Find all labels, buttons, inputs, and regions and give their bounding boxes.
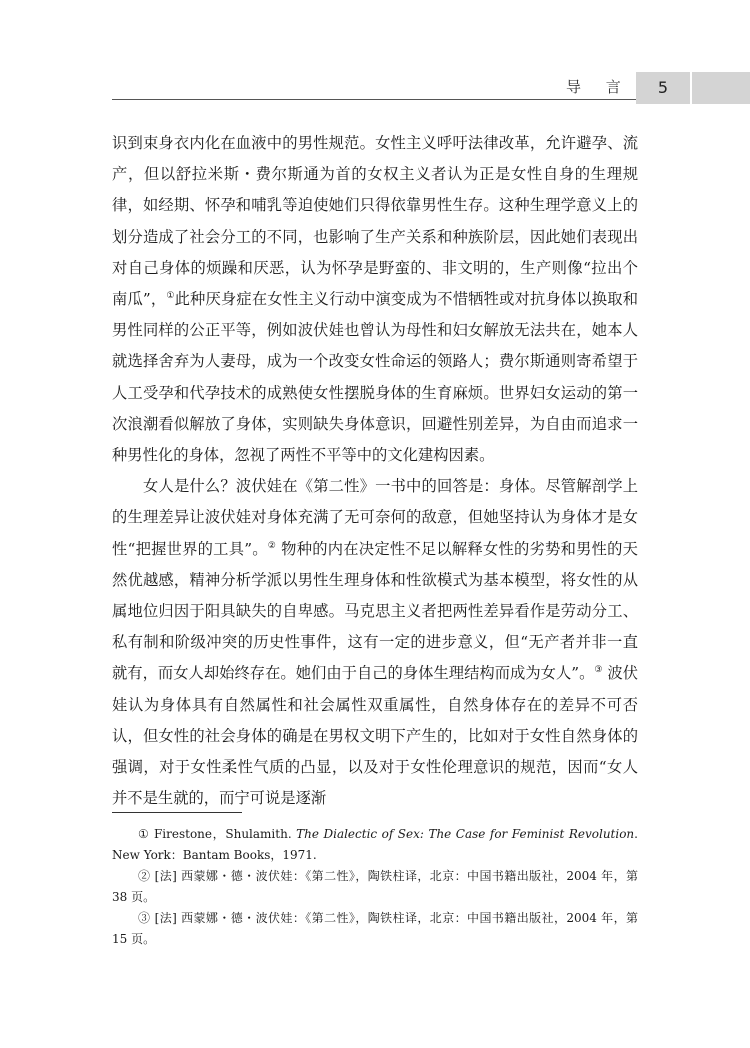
footnote-1-author: Firestone，Shulamith. [149, 827, 297, 841]
footnote-ref-2[interactable]: ② [267, 540, 277, 551]
page-number-tab: 5 [636, 72, 690, 104]
paragraph-1-text: 识到束身衣内化在血液中的男性规范。女性主义呼吁法律改革，允许避孕、流产，但以舒拉米斯・费尔斯通为首的女权主义者认为正是女性自身的生理规律，如经期、怀孕和哺乳等迫使她们只得依靠男性生存。这种生理学意义上的划分造成了社会分工的不同，也影响了生产关系和种族阶层，因此她们表现出对自己身体的烦躁和厌恶，认为怀孕是野蛮的、非文明的，生产则像“拉出个南瓜”， [112, 134, 638, 309]
footnote-3: ③ [法] 西蒙娜・德・波伏娃：《第二性》，陶铁柱译，北京：中国书籍出版社，2004 年，第 15 页。 [112, 911, 638, 946]
paragraph-2 [112, 471, 638, 814]
footnote-ref-3[interactable]: ③ [594, 665, 603, 676]
footnote-ref-1[interactable]: ① [166, 291, 175, 302]
paragraph-2-text-c: 波伏娃认为身体具有自然属性和社会属性双重属性，自然身体存在的差异不可否认，但女性的社会身体的确是在男权文明下产生的，比如对于女性自然身体的强调，对于女性柔性气质的凸显，以及对于女性伦理意识的规范，因而“女人并不是生就的，而宁可说是逐渐 [112, 664, 638, 808]
footnote-2: ② [法] 西蒙娜・德・波伏娃：《第二性》，陶铁柱译，北京：中国书籍出版社，2004 年，第 38 页。 [112, 869, 638, 904]
body-text [112, 128, 638, 814]
footnote-1-publisher: . New York：Bantam Books，1971. [112, 827, 638, 862]
footnote-separator [112, 812, 242, 813]
footnote-1 [112, 824, 638, 866]
footnotes [112, 824, 638, 950]
running-header-title: 导 言 [566, 78, 631, 96]
paragraph-1-text-rest: 此种厌身症在女性主义行动中演变成为不惜牺牲或对抗身体以换取和男性同样的公正平等，例如波伏娃也曾认为母性和妇女解放无法共在，她本人就选择舍弃为人妻母，成为一个改变女性命运的领路人；费尔斯通则寄希望于人工受孕和代孕技术的成熟使女性摆脱身体的生育麻烦。世界妇女运动的第一次浪潮看似解放了身体，实则缺失身体意识，回避性别差异，为自由而追求一种男性化的身体，忽视了两性不平等中的文化建构因素。 [112, 290, 638, 465]
header-rule [112, 99, 636, 100]
footnote-1-mark: ① [138, 827, 150, 841]
paragraph-2-text-a: 女人是什么？波伏娃在《第二性》一书中的回答是：身体。尽管解剖学上的生理差异让波伏娃对身体充满了无可奈何的敌意，但她坚持认为身体才是女性“把握世界的工具”。 [112, 477, 638, 558]
page-edge-bar [692, 72, 750, 104]
footnote-1-title: The Dialectic of Sex: The Case for Feminist Revolution [296, 827, 635, 841]
paragraph-2-text-b: 物种的内在决定性不足以解释女性的劣势和男性的天然优越感，精神分析学派以男性生理身体和性欲模式为基本模型，将女性的从属地位归因于阳具缺失的自卑感。马克思主义者把两性差异看作是劳动分工、私有制和阶级冲突的历史性事件，这有一定的进步意义，但“无产者并非一直就有，而女人却始终存在。她们由于自己的身体生理结构而成为女人”。 [112, 539, 638, 683]
paragraph-1 [112, 128, 638, 471]
